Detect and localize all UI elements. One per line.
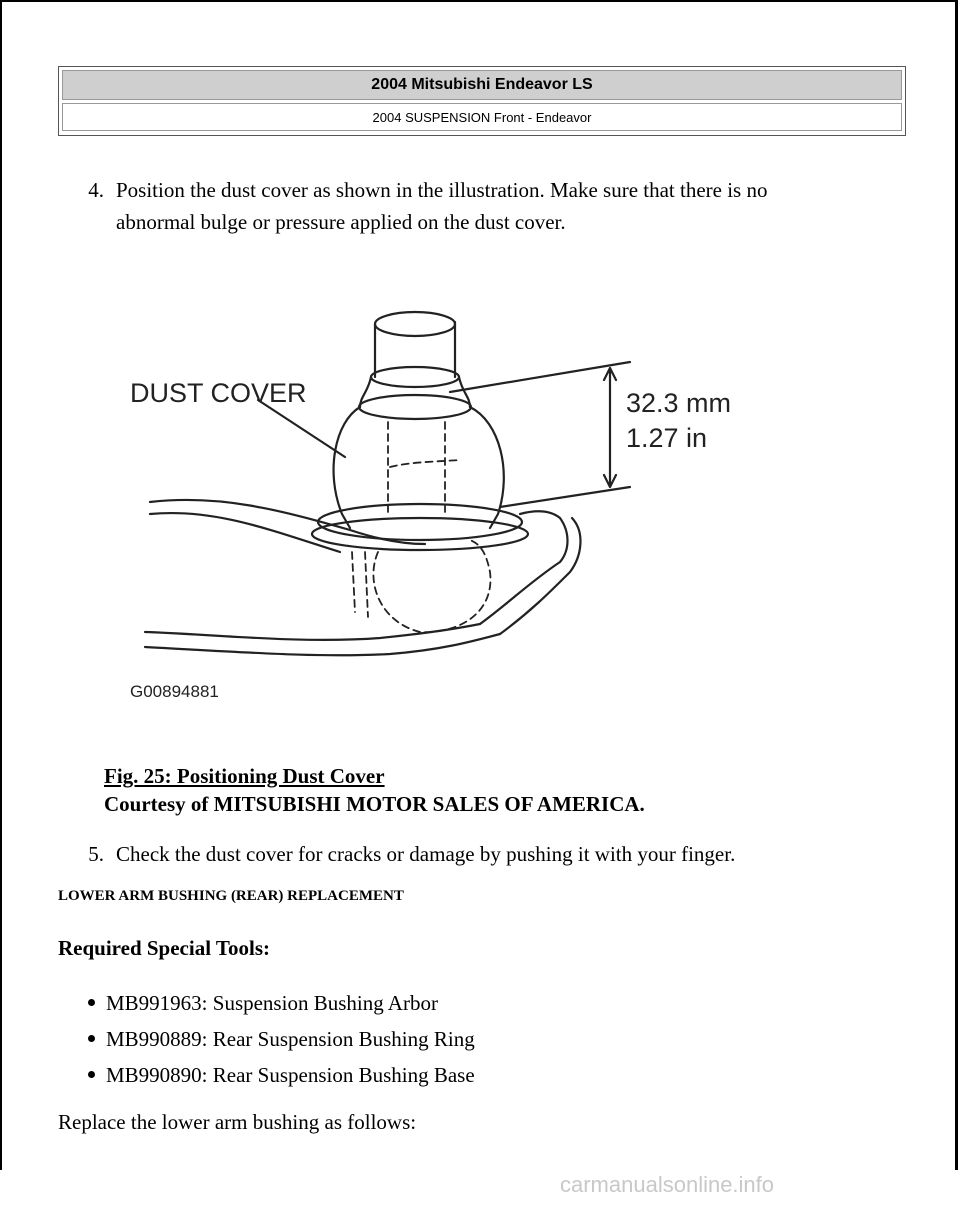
page-border-right xyxy=(955,0,958,1170)
tools-list xyxy=(96,985,475,1093)
document-header xyxy=(58,66,906,136)
bullet-icon xyxy=(88,999,95,1006)
header-title: 2004 Mitsubishi Endeavor LS xyxy=(62,70,902,100)
list-item xyxy=(96,985,475,1021)
header-subtitle: 2004 SUSPENSION Front - Endeavor xyxy=(62,103,902,131)
step-number: 4. xyxy=(88,178,104,202)
tool-text: MB990890: Rear Suspension Bushing Base xyxy=(106,1063,475,1087)
dust-cover xyxy=(334,407,504,528)
dimension-line-bottom xyxy=(500,487,630,507)
section-heading: LOWER ARM BUSHING (REAR) REPLACEMENT xyxy=(58,888,404,904)
dust-cover-illustration xyxy=(120,282,780,712)
figure-caption xyxy=(104,762,645,818)
tool-text: MB990889: Rear Suspension Bushing Ring xyxy=(106,1027,475,1051)
step-4 xyxy=(80,174,920,238)
leader-line xyxy=(258,400,345,457)
page-border-left xyxy=(0,0,2,1170)
tool-text: MB991963: Suspension Bushing Arbor xyxy=(106,991,438,1015)
page-border-top xyxy=(0,0,958,2)
step-text-line-1: Check the dust cover for cracks or damage by pushing it with your finger. xyxy=(116,842,736,866)
step-5 xyxy=(80,838,920,870)
figure-caption-title: Fig. 25: Positioning Dust Cover xyxy=(104,764,385,788)
figure-code: G00894881 xyxy=(130,682,219,701)
step-number: 5. xyxy=(88,842,104,866)
label-dimension-mm: 32.3 mm xyxy=(626,388,732,418)
list-item xyxy=(96,1021,475,1057)
required-tools-heading: Required Special Tools: xyxy=(58,936,270,960)
instruction-paragraph: Replace the lower arm bushing as follows: xyxy=(58,1110,417,1134)
bullet-icon xyxy=(88,1035,95,1042)
lower-arm-outline xyxy=(150,500,425,544)
step-text-line-1: Position the dust cover as shown in the illustration. Make sure that there is no xyxy=(116,178,768,202)
dimension-arrow xyxy=(604,368,616,487)
label-dimension-in: 1.27 in xyxy=(626,423,708,453)
label-dust-cover: DUST COVER xyxy=(130,378,307,408)
list-item xyxy=(96,1057,475,1093)
figure-courtesy: Courtesy of MITSUBISHI MOTOR SALES OF AMERICA. xyxy=(104,792,645,816)
dimension-line-top xyxy=(450,362,630,392)
footer-watermark-link[interactable]: carmanualsonline.info xyxy=(560,1172,775,1197)
step-text-line-2: abnormal bulge or pressure applied on the dust cover. xyxy=(116,210,566,234)
bullet-icon xyxy=(88,1071,95,1078)
